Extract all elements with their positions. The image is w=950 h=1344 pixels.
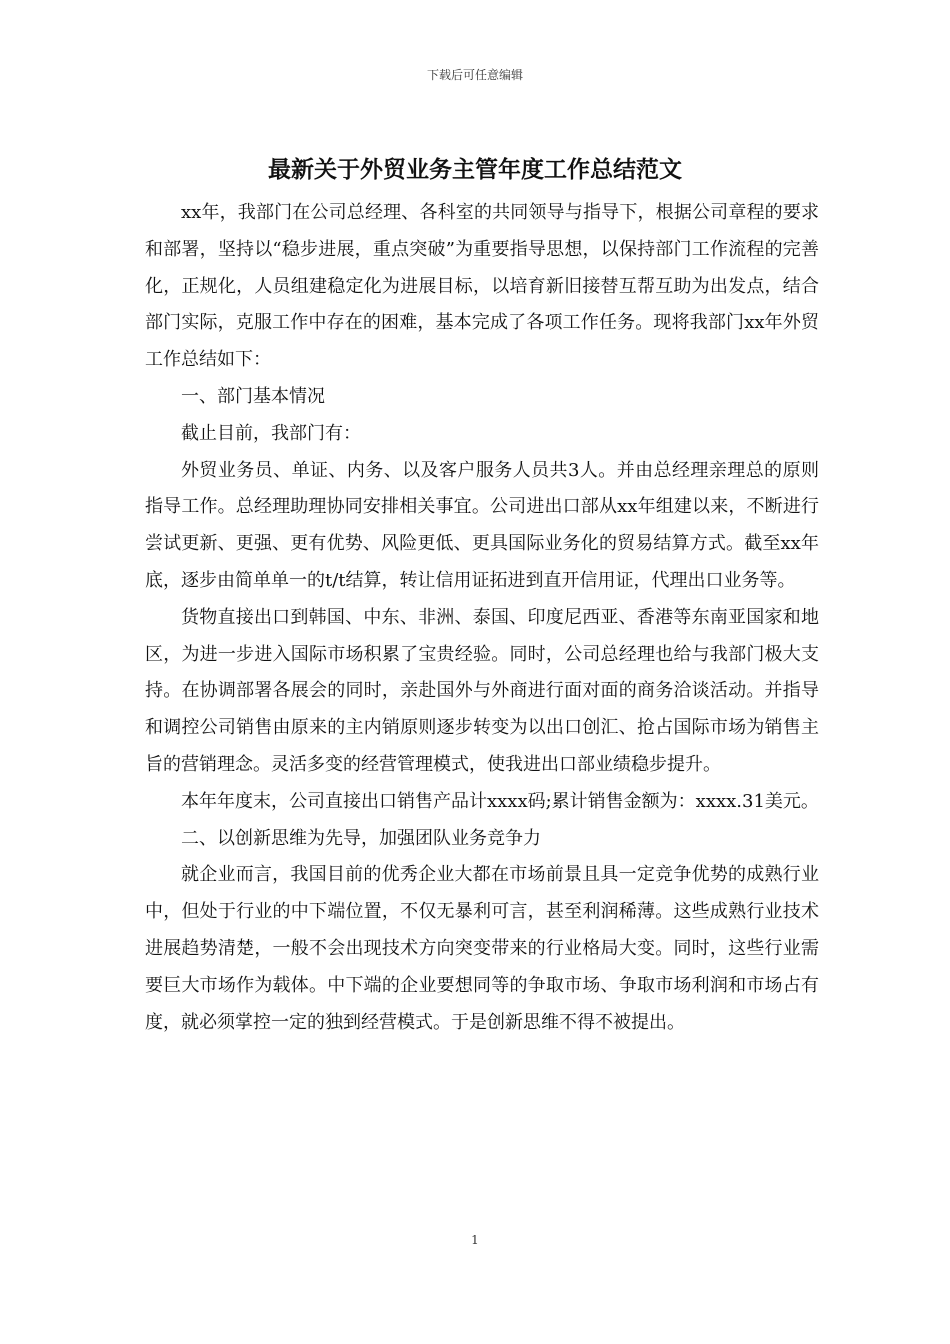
paragraph-staff: 外贸业务员、单证、内务、以及客户服务人员共3人。并由总经理亲理总的原则指导工作。总经理助理协同安排相关事宜。公司进出口部从xx年组建以来，不断进行尝试更新、更强、更有优势、风险更低、更具国际业务化的贸易结算方式。截至xx年底，逐步由简单单一的t/t结算，转让信用证拓进到直开信用证，代理出口业务等。 xyxy=(145,459,819,591)
paragraph-status: 截止目前，我部门有： xyxy=(181,422,361,444)
header-note: 下载后可任意编辑 xyxy=(426,68,523,82)
paragraph-innovation: 就企业而言，我国目前的优秀企业大都在市场前景且具一定竞争优势的成熟行业中，但处于行业的中下端位置，不仅无暴利可言，甚至利润稀薄。这些成熟行业技术进展趋势清楚，一般不会出现技术方向突变带来的行业格局大变。同时，这些行业需要巨大市场作为载体。中下端的企业要想同等的争取市场、争取市场利润和市场占有度，就必须掌控一定的独到经营模式。于是创新思维不得不被提出。 xyxy=(145,864,819,1033)
document-title: 最新关于外贸业务主管年度工作总结范文 xyxy=(268,156,682,183)
paragraph-export: 货物直接出口到韩国、中东、非洲、泰国、印度尼西亚、香港等东南亚国家和地区，为进一步进入国际市场积累了宝贵经验。同时，公司总经理也给与我部门极大支持。在协调部署各展会的同时，亲赴国外与外商进行面对面的商务洽谈活动。并指导和调控公司销售由原来的主内销原则逐步转变为以出口创汇、抢占国际市场为销售主旨的营销理念。灵活多变的经营管理模式，使我进出口部业绩稳步提升。 xyxy=(145,606,819,775)
paragraph-sales: 本年年度末，公司直接出口销售产品计xxxx码;累计销售金额为：xxxx.31美元。 xyxy=(181,790,819,812)
page-number: 1 xyxy=(471,1233,479,1247)
document-body xyxy=(145,195,819,1041)
section-heading-2: 二、以创新思维为先导，加强团队业务竞争力 xyxy=(181,827,541,849)
paragraph-intro: xx年，我部门在公司总经理、各科室的共同领导与指导下，根据公司章程的要求和部署，坚持以“稳步进展，重点突破”为重要指导思想，以保持部门工作流程的完善化，正规化，人员组建稳定化为进展目标，以培育新旧接替互帮互助为出发点，结合部门实际，克服工作中存在的困难，基本完成了各项工作任务。现将我部门xx年外贸工作总结如下： xyxy=(145,202,819,371)
section-heading-1: 一、部门基本情况 xyxy=(181,385,325,407)
